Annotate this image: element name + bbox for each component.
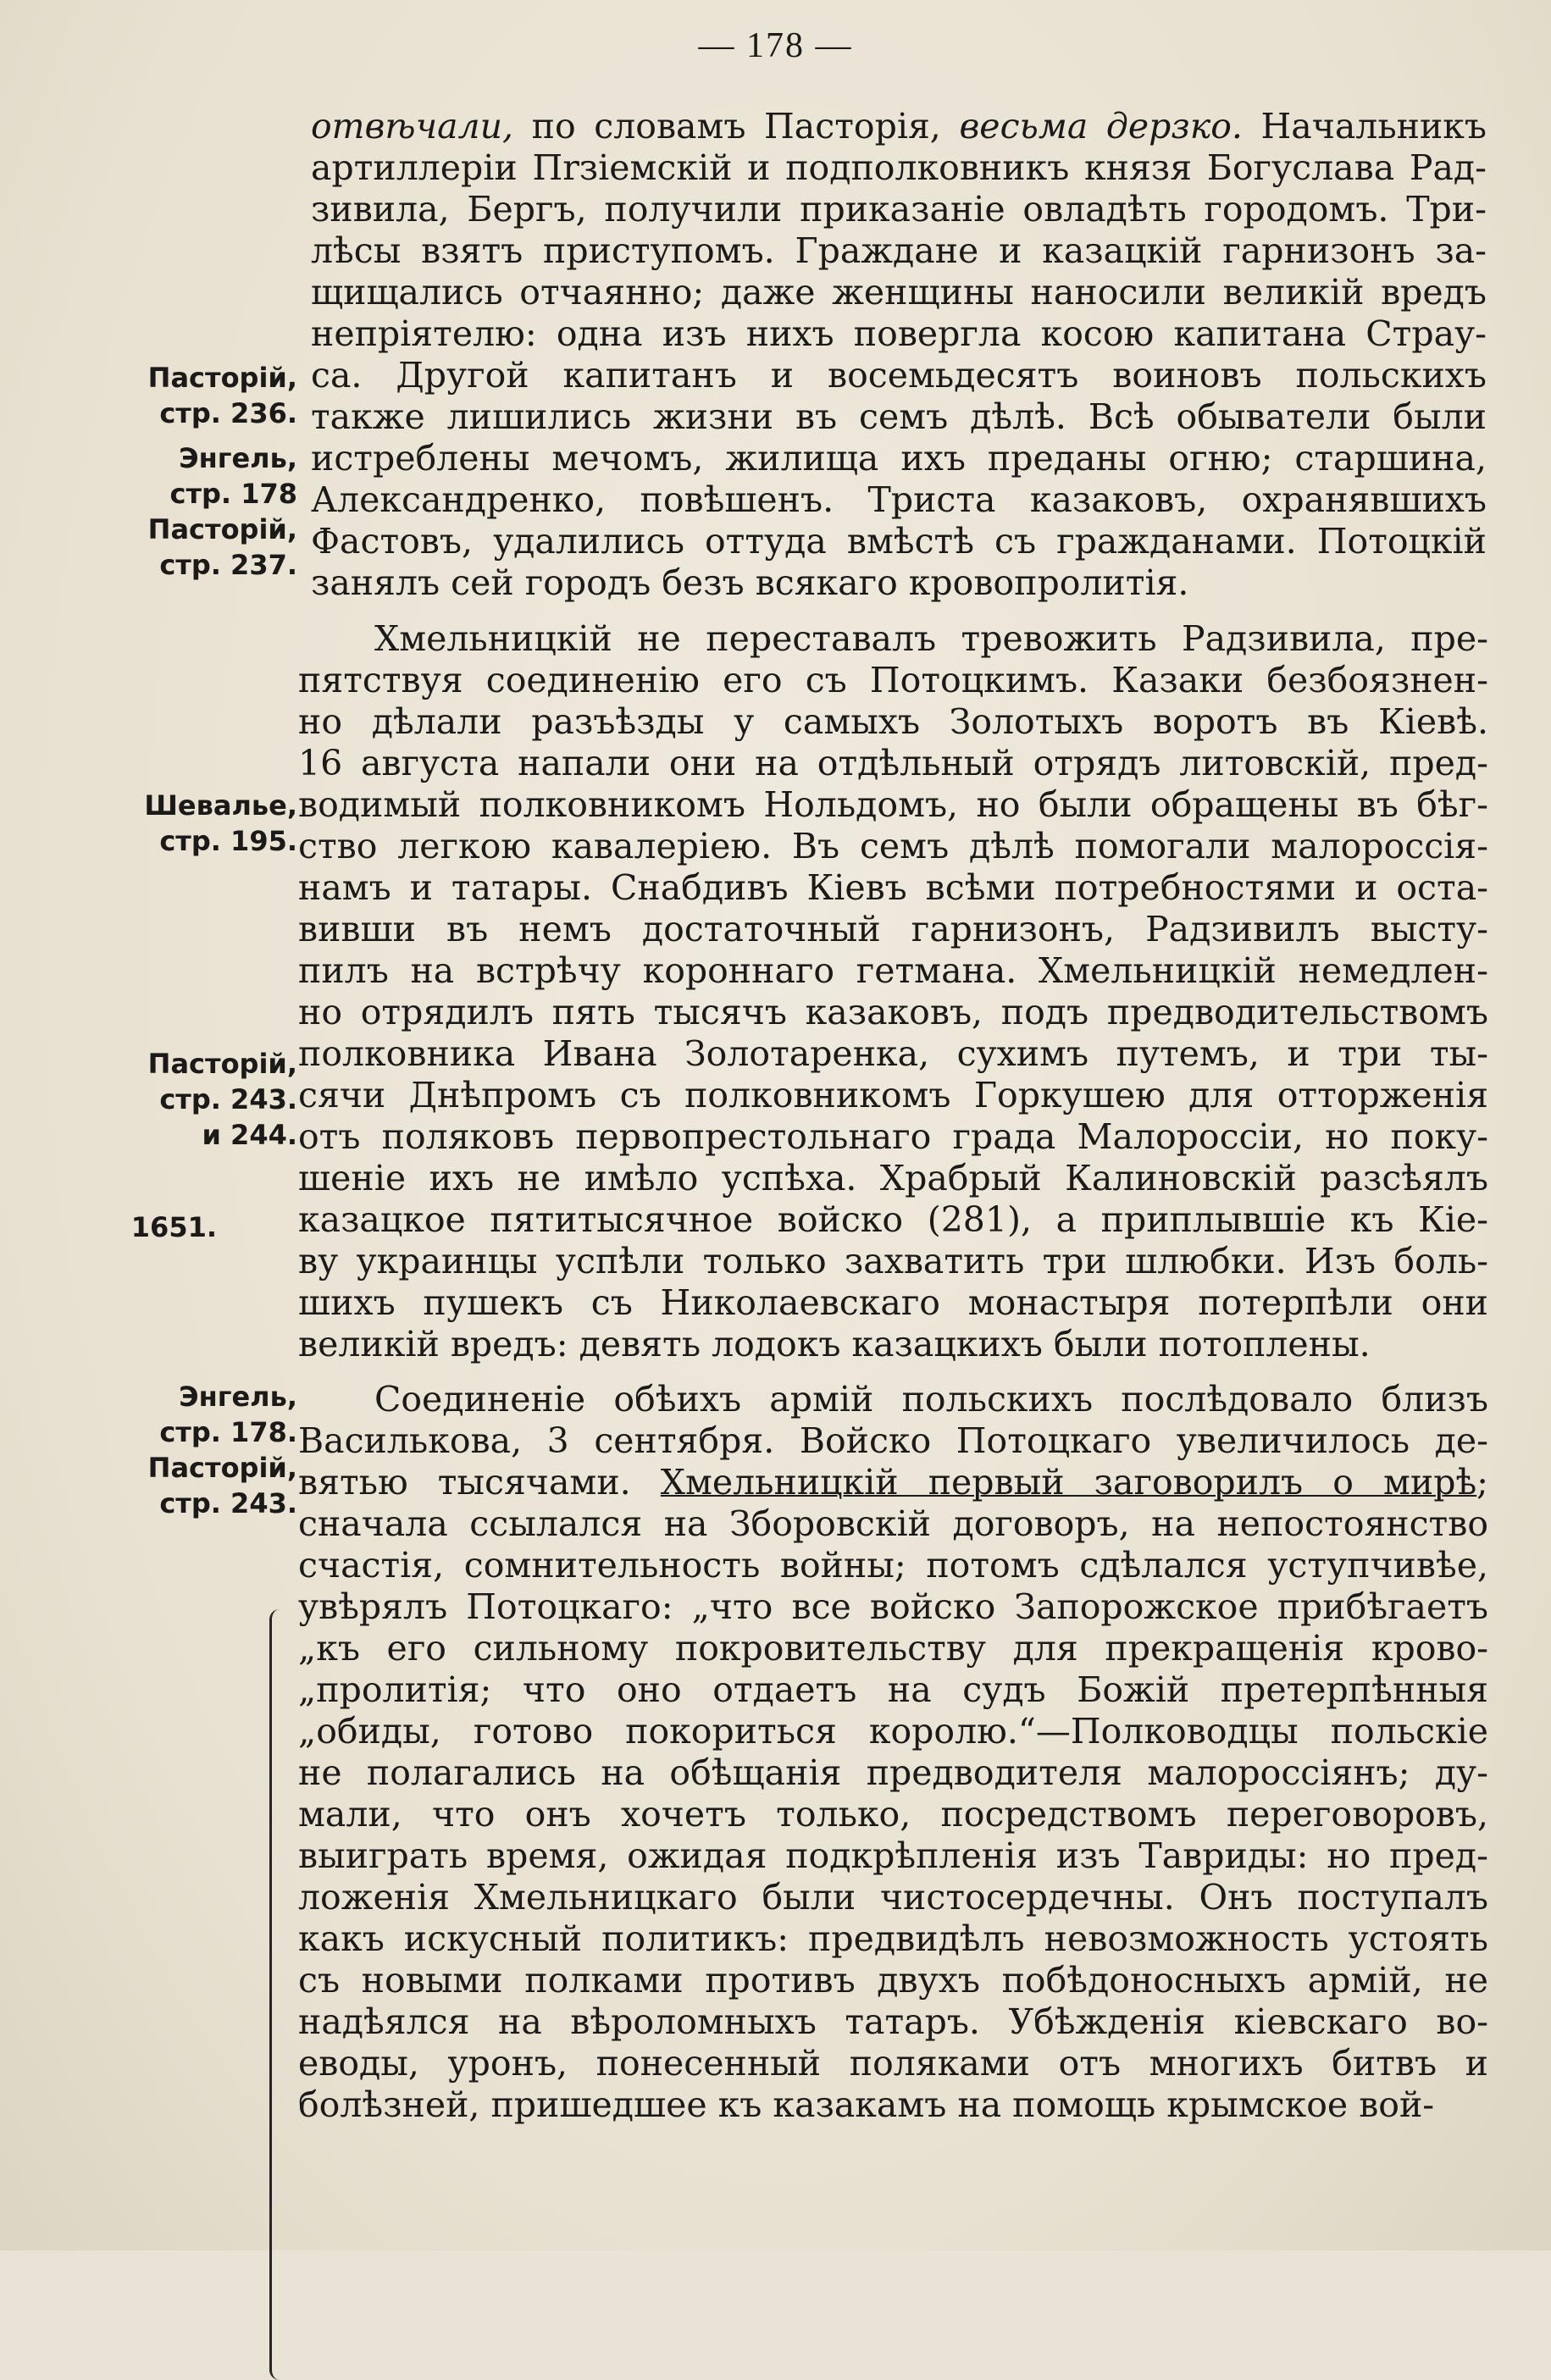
margin-note-line: стр. 195. [159,825,297,857]
margin-note-line: Пасторій, [147,513,297,545]
text-run: отвѣчали, [311,106,514,147]
text-run: Василькова, 3 сентября. Войско Потоцкаго увеличилось де- [298,1420,1488,1461]
text-line [298,1960,1488,2001]
text-run: ство легкою кавалеріею. Въ семъ дѣлѣ помогали малороссія- [298,826,1488,866]
text-line [298,950,1488,992]
text-run: „обиды, готово покориться королю.“—Полководцы польскіе [298,1711,1488,1752]
margin-note-line: и 244. [202,1119,297,1151]
text-line [298,743,1488,784]
text-run: ; [1476,1462,1488,1503]
text-run: весьма дерзко. [959,106,1243,147]
text-run: не полагались на обѣщанія предводителя малороссіянъ; ду- [298,1752,1488,1793]
text-line [298,1586,1488,1628]
text-run: болѣзней, пришедшее къ казакамъ на помощь крымское вой- [298,2084,1435,2125]
text-line [298,1462,1488,1503]
text-line [298,1379,1488,1420]
text-line [298,618,1488,660]
text-run: сячи Днѣпромъ съ полковникомъ Горкушею для отторженія [298,1075,1488,1115]
page-number-header: — 178 — [698,26,853,65]
text-run: „пролитія; что оно отдаетъ на судъ Божій претерпѣнныя [298,1669,1488,1710]
text-run: 16 августа напали они на отдѣльный отрядъ литовскій, пред- [298,743,1488,783]
text-run: пилъ на встрѣчу короннаго гетмана. Хмельницкій немедлен- [298,950,1488,991]
text-line [311,106,1487,147]
margin-note-line: Пасторій, [147,362,297,394]
text-run: какъ искусный политикъ: предвидѣлъ невозможность устоять [298,1918,1488,1959]
text-run: „къ его сильному покровительству для прекращенія крово- [298,1628,1488,1669]
text-line [298,1033,1488,1075]
text-line [298,1324,1488,1365]
text-line [298,1199,1488,1241]
text-line [298,701,1488,743]
text-line [298,2001,1488,2043]
text-run: выиграть время, ожидая подкрѣпленія изъ Тавриды: но пред- [298,1835,1488,1876]
text-run: по словамъ Пасторія, [513,106,960,147]
text-run: зивила, Бергъ, получили приказаніе овладѣть городомъ. Три- [311,189,1487,230]
text-run: водимый полковникомъ Нольдомъ, но были обращены въ бѣг- [298,784,1488,825]
handwritten-margin-bracket [269,1609,284,2380]
text-line [298,1918,1488,1960]
text-line [298,1116,1488,1158]
text-line [298,1158,1488,1199]
text-line [311,147,1487,189]
margin-note-line: стр. 243. [159,1083,297,1115]
text-line [311,562,1487,604]
margin-note-line: стр. 178. [159,1416,297,1448]
text-line [298,1835,1488,1877]
margin-note-line: Энгель, [179,442,297,474]
margin-note-line: Пасторій, [147,1048,297,1080]
text-line [298,826,1488,867]
paragraph-1 [311,106,1487,604]
text-run: Хмельницкій не переставалъ тревожить Радзивила, пре- [374,618,1488,659]
text-line [298,1669,1488,1711]
text-run: но дѣлали разъѣзды у самыхъ Золотыхъ воротъ въ Кіевѣ. [298,701,1488,742]
text-run: занялъ сей городъ безъ всякаго кровопролитія. [311,562,1189,603]
text-line [311,313,1487,355]
text-run: артиллеріи Пrзіемскій и подполковникъ князя Богуслава Рад- [311,147,1487,188]
text-run: шихъ пушекъ съ Николаевскаго монастыря потерпѣли они [298,1282,1488,1323]
text-line [311,438,1487,479]
margin-note-line: стр. 243. [159,1487,297,1519]
text-line [298,1545,1488,1586]
text-line [311,189,1487,230]
text-run: еводы, уронъ, понесенный поляками отъ многихъ битвъ и [298,2043,1488,2084]
text-run: Александренко, повѣшенъ. Триста казаковъ, охранявшихъ [311,479,1487,520]
text-run: вивши въ немъ достаточный гарнизонъ, Радзивилъ высту- [298,909,1488,949]
text-run: Фастовъ, удалились оттуда вмѣстѣ съ гражданами. Потоцкій [311,521,1487,562]
paragraph-2 [298,618,1488,1365]
margin-note-line: Шевалье, [144,789,297,822]
text-run: ву украинцы успѣли только захватить три шлюбки. Изъ боль- [298,1241,1488,1281]
text-run: Соединеніе обѣихъ армій польскихъ послѣдовало близъ [374,1379,1488,1420]
text-run: Хмельницкій первый заговорилъ о мирѣ [660,1462,1477,1503]
text-line [298,1628,1488,1669]
margin-note-line: стр. 178 [169,478,297,510]
text-line [298,1241,1488,1282]
text-line [311,355,1487,396]
text-run: надѣялся на вѣроломныхъ татаръ. Убѣжденія кіевскаго во- [298,2001,1488,2042]
margin-note-engel-pastoriy-237 [148,440,297,583]
margin-note-line: стр. 237. [159,549,297,581]
text-line [298,660,1488,701]
text-run: намъ и татары. Снабдивъ Кіевъ всѣми потребностями и оста- [298,867,1488,908]
text-run: щищались отчаянно; даже женщины наносили великій вредъ [311,272,1487,313]
text-run: шеніе ихъ не имѣло успѣха. Храбрый Калиновскій разсѣялъ [298,1158,1488,1198]
text-run: но отрядилъ пять тысячъ казаковъ, подъ предводительствомъ [298,992,1488,1032]
text-line [298,2084,1488,2126]
text-line [311,396,1487,438]
text-line [311,272,1487,313]
text-line [298,1282,1488,1324]
text-run: сначала ссылался на Зборовскій договоръ, на непостоянство [298,1503,1488,1544]
text-run: непріятелю: одна изъ нихъ повергла косою капитана Страу- [311,313,1487,354]
margin-note-pastoriy-243-244 [148,1046,297,1153]
text-run: казацкое пятитысячное войско (281), а приплывшіе къ Кіе- [298,1199,1488,1240]
text-run: лѣсы взятъ приступомъ. Граждане и казацкій гарнизонъ за- [311,230,1487,271]
margin-note-engel-pastoriy-243 [148,1379,297,1521]
text-run: съ новыми полками противъ двухъ побѣдоносныхъ армій, не [298,1960,1488,2001]
text-run: полковника Ивана Золотаренка, сухимъ путемъ, и три ты- [298,1033,1488,1074]
text-run: пятствуя соединенію его съ Потоцкимъ. Казаки безбоязнен- [298,660,1488,700]
text-run: великій вредъ: девять лодокъ казацкихъ были потоплены. [298,1324,1371,1364]
text-line [311,479,1487,521]
text-run: счастія, сомнительность войны; потомъ сдѣлался уступчивѣе, [298,1545,1488,1586]
text-line [298,1877,1488,1918]
text-run: увѣрялъ Потоцкаго: „что все войско Запорожское прибѣгаетъ [298,1586,1488,1627]
text-run: вятью тысячами. [298,1462,661,1503]
text-line [298,1752,1488,1794]
text-line [298,1075,1488,1116]
text-run: са. Другой капитанъ и восемьдесятъ воиновъ польскихъ [311,355,1487,396]
margin-note-shevalye-195 [144,788,297,859]
text-line [298,2043,1488,2084]
margin-note-line: Пасторій, [147,1452,297,1484]
margin-note-line: 1651. [130,1211,217,1243]
text-line [311,230,1487,272]
text-line [298,1503,1488,1545]
margin-note-line: Энгель, [179,1381,297,1413]
margin-note-pastoriy-236 [148,360,297,431]
text-line [298,784,1488,826]
margin-note-year-1651 [131,1209,217,1245]
text-line [298,1794,1488,1835]
text-line [298,909,1488,950]
text-run: истреблены мечомъ, жилища ихъ преданы огню; старшина, [311,438,1487,479]
text-run: Начальникъ [1242,106,1487,147]
margin-note-line: стр. 236. [159,397,297,429]
text-line [298,1420,1488,1462]
text-line [298,992,1488,1033]
text-run: отъ поляковъ первопрестольнаго града Малороссіи, но поку- [298,1116,1488,1157]
text-run: ложенія Хмельницкаго были чистосердечны. Онъ поступалъ [298,1877,1488,1918]
paragraph-3 [298,1379,1488,2126]
text-line [298,867,1488,909]
text-run: мали, что онъ хочетъ только, посредствомъ переговоровъ, [298,1794,1488,1835]
text-run: также лишились жизни въ семъ дѣлѣ. Всѣ обыватели были [311,396,1487,437]
text-line [298,1711,1488,1752]
text-line [311,521,1487,562]
